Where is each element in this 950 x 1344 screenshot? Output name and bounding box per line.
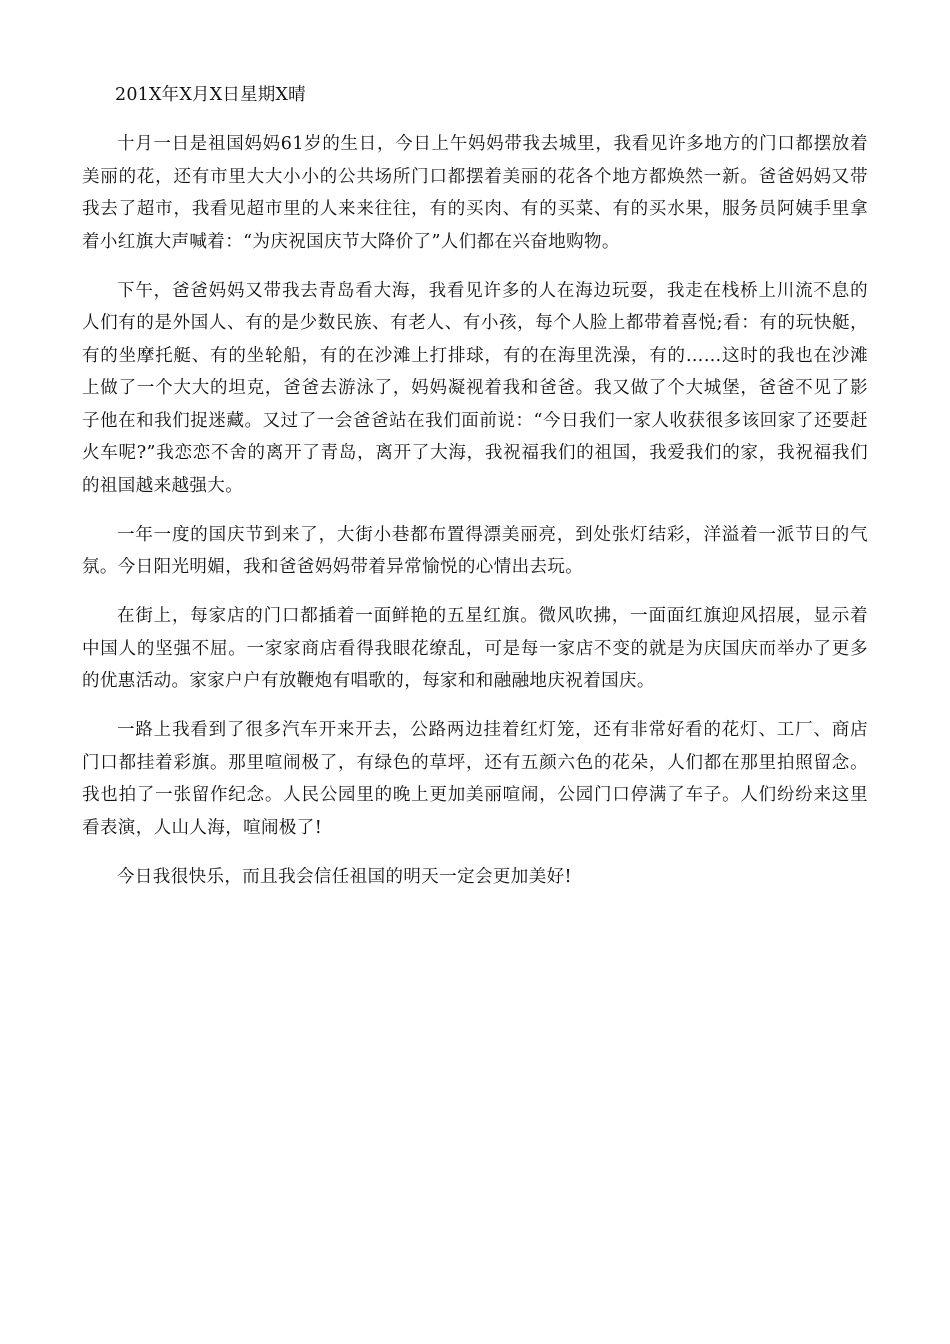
diary-date-line: 201X年X月X日星期X晴	[115, 85, 306, 105]
paragraph-street-flags: 在街上，每家店的门口都插着一面鲜艳的五星红旗。微风吹拂，一面面红旗迎风招展，显示着中国人的坚强不屈。一家家商店看得我眼花缭乱，可是每一家店不变的就是为庆国庆而举办了更多的优惠活动。家家户户有放鞭炮有唱歌的，每家和和融融地庆祝着国庆。	[82, 606, 868, 691]
paragraph-park-visit: 一路上我看到了很多汽车开来开去，公路两边挂着红灯笼，还有非常好看的花灯、工厂、商店门口都挂着彩旗。那里喧闹极了，有绿色的草坪，还有五颜六色的花朵，人们都在那里拍照留念。我也拍了一张留作纪念。人民公园里的晚上更加美丽喧闹，公园门口停满了车子。人们纷纷来这里看表演，人山人海，喧闹极了!	[82, 720, 868, 838]
paragraph-conclusion: 今日我很快乐，而且我会信任祖国的明天一定会更加美好!	[117, 866, 572, 887]
diary-body	[82, 128, 868, 910]
paragraph-qingdao-seaside: 下午，爸爸妈妈又带我去青岛看大海，我看见许多的人在海边玩耍，我走在栈桥上川流不息的人们有的是外国人、有的是少数民族、有老人、有小孩，每个人脸上都带着喜悦;看：有的玩快艇，有的坐摩托艇、有的坐轮船，有的在沙滩上打排球，有的在海里洗澡，有的……这时的我也在沙滩上做了一个大大的坦克，爸爸去游泳了，妈妈凝视着我和爸爸。我又做了个大城堡，爸爸不见了影子他在和我们捉迷藏。又过了一会爸爸站在我们面前说：“今日我们一家人收获很多该回家了还要赶火车呢?”我恋恋不舍的离开了青岛，离开了大海，我祝福我们的祖国，我爱我们的家，我祝福我们的祖国越来越强大。	[82, 280, 868, 496]
paragraph-festival-atmosphere: 一年一度的国庆节到来了，大街小巷都布置得漂美丽亮，到处张灯结彩，洋溢着一派节日的气氛。今日阳光明媚，我和爸爸妈妈带着异常愉悦的心情出去玩。	[82, 524, 868, 577]
paragraph-national-day-shopping: 十月一日是祖国妈妈61岁的生日，今日上午妈妈带我去城里，我看见许多地方的门口都摆放着美丽的花，还有市里大大小小的公共场所门口都摆着美丽的花各个地方都焕然一新。爸爸妈妈又带我去了超市，我看见超市里的人来来往往，有的买肉、有的买菜、有的买水果，服务员阿姨手里拿着小红旗大声喊着：“为庆祝国庆节大降价了”人们都在兴奋地购物。	[82, 134, 868, 252]
